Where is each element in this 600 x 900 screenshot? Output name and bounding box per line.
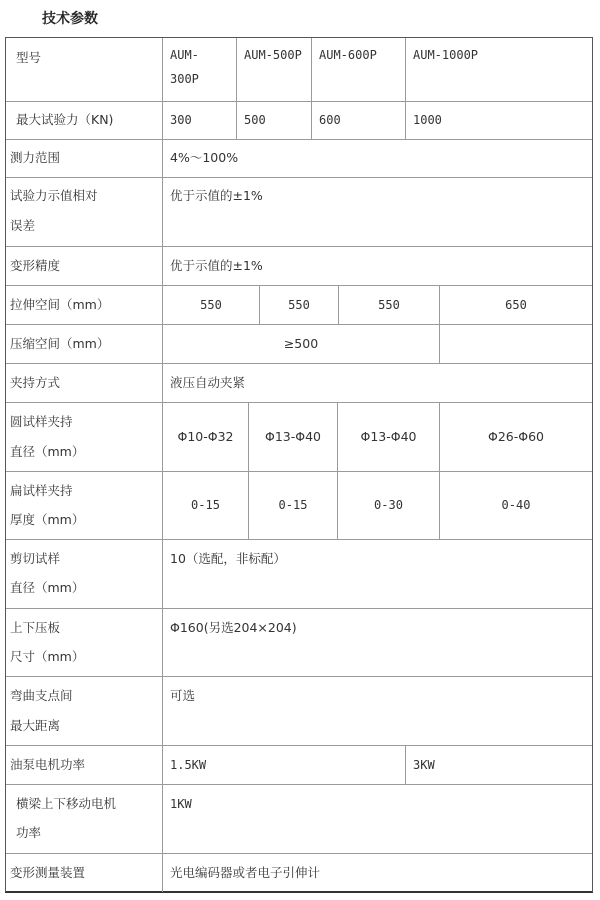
clamping-label: 夹持方式 — [10, 375, 61, 390]
rel-error-value: 优于示值的±1% — [170, 188, 263, 203]
bend-label-line2: 最大距离 — [10, 718, 61, 733]
tensile-space-value: 650 — [505, 298, 527, 312]
beam-motor-label-line2: 功率 — [16, 825, 42, 840]
beam-motor-value: 1KW — [170, 797, 192, 811]
pump-value: 3KW — [413, 758, 435, 772]
shear-label-line1: 剪切试样 — [10, 551, 61, 566]
pump-value: 1.5KW — [170, 758, 207, 772]
row-divider — [6, 539, 592, 540]
tensile-space-value: 550 — [200, 298, 222, 312]
round-clamp-label-line2: 直径（mm） — [10, 444, 85, 459]
max-force-value: 300 — [170, 113, 192, 127]
deform-device-label: 变形测量装置 — [10, 865, 86, 880]
round-clamp-value: Φ13-Φ40 — [265, 429, 321, 444]
max-force-value: 1000 — [413, 113, 442, 127]
flat-clamp-value: 0-15 — [278, 498, 308, 512]
shear-label-line2: 直径（mm） — [10, 580, 85, 595]
model-aum-300p-line2: 300P — [170, 72, 199, 86]
row-divider — [6, 676, 592, 677]
flat-clamp-label-line2: 厚度（mm） — [10, 512, 85, 527]
row-divider — [6, 745, 592, 746]
rel-error-label-line1: 试验力示值相对 — [10, 188, 98, 203]
rel-error-label-line2: 误差 — [10, 218, 36, 233]
model-aum-1000p: AUM-1000P — [413, 48, 479, 62]
round-clamp-value: Φ10-Φ32 — [177, 429, 234, 444]
model-aum-300p-line1: AUM- — [170, 48, 199, 62]
range-label: 测力范围 — [10, 150, 61, 165]
platen-value: Φ160(另选204×204) — [170, 620, 297, 635]
bend-value: 可选 — [170, 688, 196, 703]
max-force-label: 最大试验力（KN) — [16, 112, 114, 127]
max-force-value: 600 — [319, 113, 341, 127]
tensile-space-value: 550 — [288, 298, 310, 312]
column-divider — [405, 38, 406, 139]
deform-precision-label: 变形精度 — [10, 258, 61, 273]
row-divider — [6, 853, 592, 854]
section-title: 技术参数 — [42, 11, 98, 27]
max-force-value: 500 — [244, 113, 266, 127]
flat-clamp-value: 0-30 — [374, 498, 403, 512]
row-divider — [6, 324, 592, 325]
column-divider — [405, 745, 406, 784]
row-divider — [6, 402, 592, 403]
compress-space-value: ≥500 — [283, 336, 319, 351]
row-divider — [6, 101, 592, 102]
beam-motor-label-line1: 横梁上下移动电机 — [16, 796, 117, 811]
deform-precision-value: 优于示值的±1% — [170, 258, 263, 273]
tensile-space-label: 拉伸空间（mm） — [10, 297, 110, 312]
row-divider — [6, 139, 592, 140]
row-divider — [6, 285, 592, 286]
row-divider — [6, 363, 592, 364]
column-divider — [162, 38, 163, 892]
pump-label: 油泵电机功率 — [10, 757, 86, 772]
round-clamp-label-line1: 圆试样夹持 — [10, 414, 73, 429]
spec-table — [5, 37, 593, 893]
platen-label-line1: 上下压板 — [10, 620, 61, 635]
clamping-value: 液压自动夹紧 — [170, 375, 246, 390]
row-divider — [6, 784, 592, 785]
row-divider — [6, 608, 592, 609]
model-aum-600p: AUM-600P — [319, 48, 377, 62]
shear-value: 10（选配，非标配） — [170, 551, 286, 566]
row-divider — [6, 246, 592, 247]
flat-clamp-value: 0-40 — [501, 498, 531, 512]
model-aum-500p: AUM-500P — [244, 48, 302, 62]
flat-clamp-value: 0-15 — [191, 498, 220, 512]
range-value: 4%～100% — [170, 150, 239, 165]
column-divider — [236, 38, 237, 139]
column-divider — [311, 38, 312, 139]
row-divider — [6, 177, 592, 178]
tensile-space-value: 550 — [378, 298, 400, 312]
row-divider — [6, 471, 592, 472]
round-clamp-value: Φ13-Φ40 — [360, 429, 417, 444]
compress-space-label: 压缩空间（mm） — [10, 336, 110, 351]
flat-clamp-label-line1: 扁试样夹持 — [10, 483, 73, 498]
platen-label-line2: 尺寸（mm） — [10, 649, 85, 664]
bend-label-line1: 弯曲支点间 — [10, 688, 73, 703]
round-clamp-value: Φ26-Φ60 — [488, 429, 544, 444]
header-label: 型号 — [16, 50, 42, 65]
deform-device-value: 光电编码器或者电子引伸计 — [170, 865, 321, 880]
